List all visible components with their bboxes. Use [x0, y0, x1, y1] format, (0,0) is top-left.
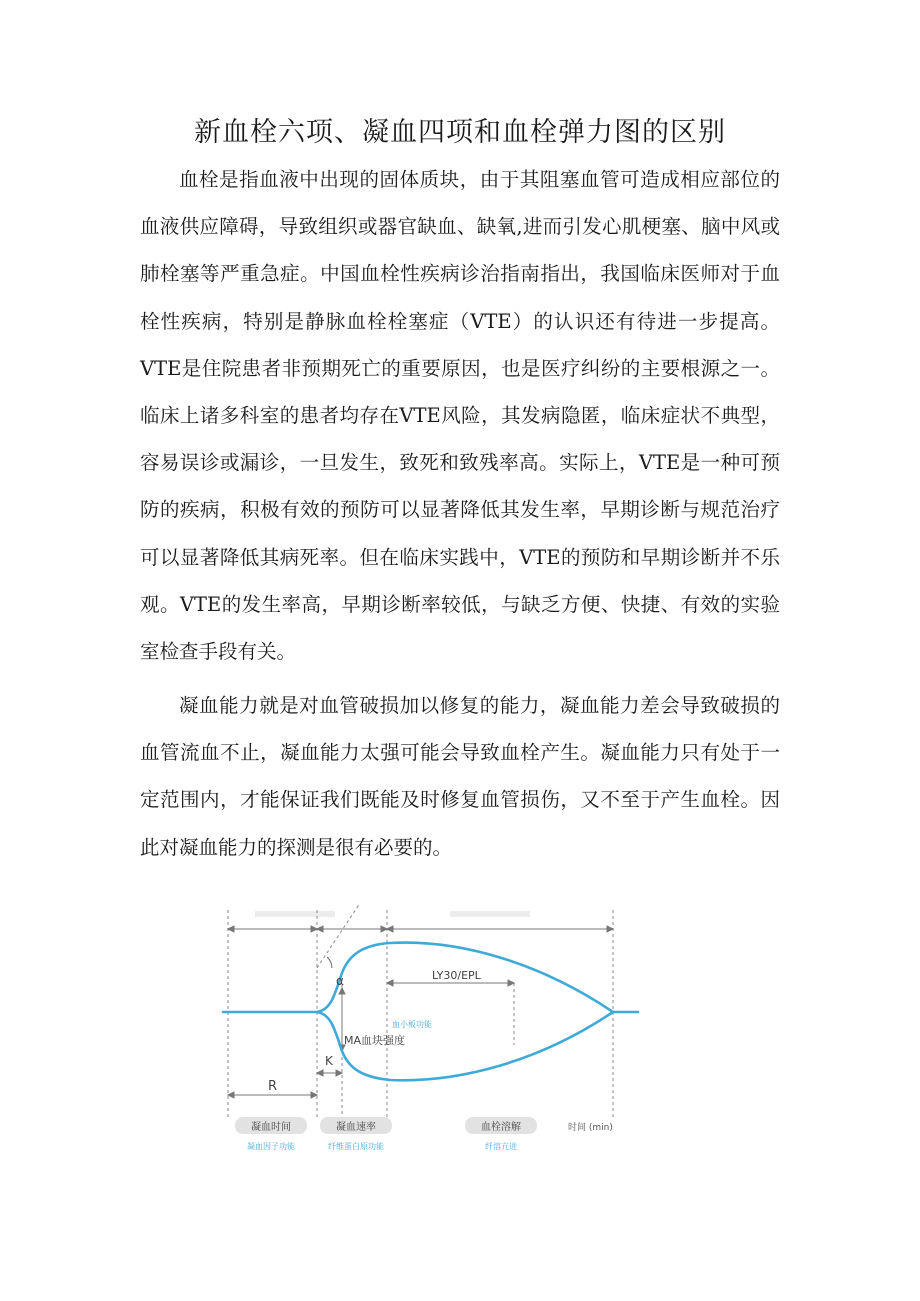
teg-diagram-svg: [220, 905, 650, 1155]
phase-label-clotting-time: 凝血时间: [251, 1122, 291, 1133]
r-label: R: [268, 1079, 278, 1094]
alpha-label: α: [336, 974, 344, 988]
phase-sub-hyperfibrinolysis: 纤溶亢进: [485, 1142, 517, 1151]
top-bar-left: [255, 911, 335, 917]
paragraph-thrombus-intro: 血栓是指血液中出现的固体质块，由于其阻塞血管可造成相应部位的血液供应障碍，导致组织或器官缺血、缺氧,进而引发心肌梗塞、脑中风或肺栓塞等严重急症。中国血栓性疾病诊治指南指出，我国临床医师对于血栓性疾病，特别是静脉血栓栓塞症（VTE）的认识还有待进一步提高。VTE是住院患者非预期死亡的重要原因，也是医疗纠纷的主要根源之一。临床上诸多科室的患者均存在VTE风险，其发病隐匿，临床症状不典型，容易误诊或漏诊，一旦发生，致死和致残率高。实际上，VTE是一种可预防的疾病，积极有效的预防可以显著降低其发生率，早期诊断与规范治疗可以显著降低其病死率。但在临床实践中，VTE的预防和早期诊断并不乐观。VTE的发生率高，早期诊断率较低，与缺乏方便、快捷、有效的实验室检查手段有关。: [140, 168, 780, 664]
ma-label: MA血块强度: [344, 1034, 406, 1047]
arrowhead: [607, 926, 613, 932]
top-bar-right: [450, 911, 530, 917]
arrowhead: [317, 1070, 323, 1076]
teg-diagram: [220, 905, 650, 1155]
alpha-arc: [327, 957, 332, 968]
arrowhead: [387, 980, 393, 986]
arrowhead: [228, 926, 234, 932]
arrowhead: [317, 926, 323, 932]
ly30-label: LY30/EPL: [432, 969, 481, 982]
arrowhead: [336, 1070, 342, 1076]
phase-sub-fibrinogen: 纤维蛋白原功能: [328, 1142, 384, 1151]
arrowhead: [311, 1092, 317, 1098]
arrowhead: [508, 980, 514, 986]
time-axis-label: 时间 (min): [568, 1123, 613, 1133]
platelet-label: 血小板功能: [392, 1020, 432, 1029]
phase-label-lysis: 血栓溶解: [481, 1122, 521, 1133]
arrowhead: [228, 1092, 234, 1098]
teg-upper-curve: [223, 943, 638, 1012]
k-label: K: [325, 1054, 333, 1068]
paragraph-coagulation-ability: 凝血能力就是对血管破损加以修复的能力，凝血能力差会导致破损的血管流血不止，凝血能力太强可能会导致血栓产生。凝血能力只有处于一定范围内，才能保证我们既能及时修复血管损伤，又不至于产生血栓。因此对凝血能力的探测是很有必要的。: [140, 694, 780, 859]
arrowhead: [387, 926, 393, 932]
document-title: 新血栓六项、凝血四项和血栓弹力图的区别: [194, 117, 726, 148]
phase-label-clotting-rate: 凝血速率: [336, 1122, 376, 1133]
arrowhead: [339, 988, 345, 994]
phase-sub-clotting-factor: 凝血因子功能: [247, 1142, 295, 1151]
